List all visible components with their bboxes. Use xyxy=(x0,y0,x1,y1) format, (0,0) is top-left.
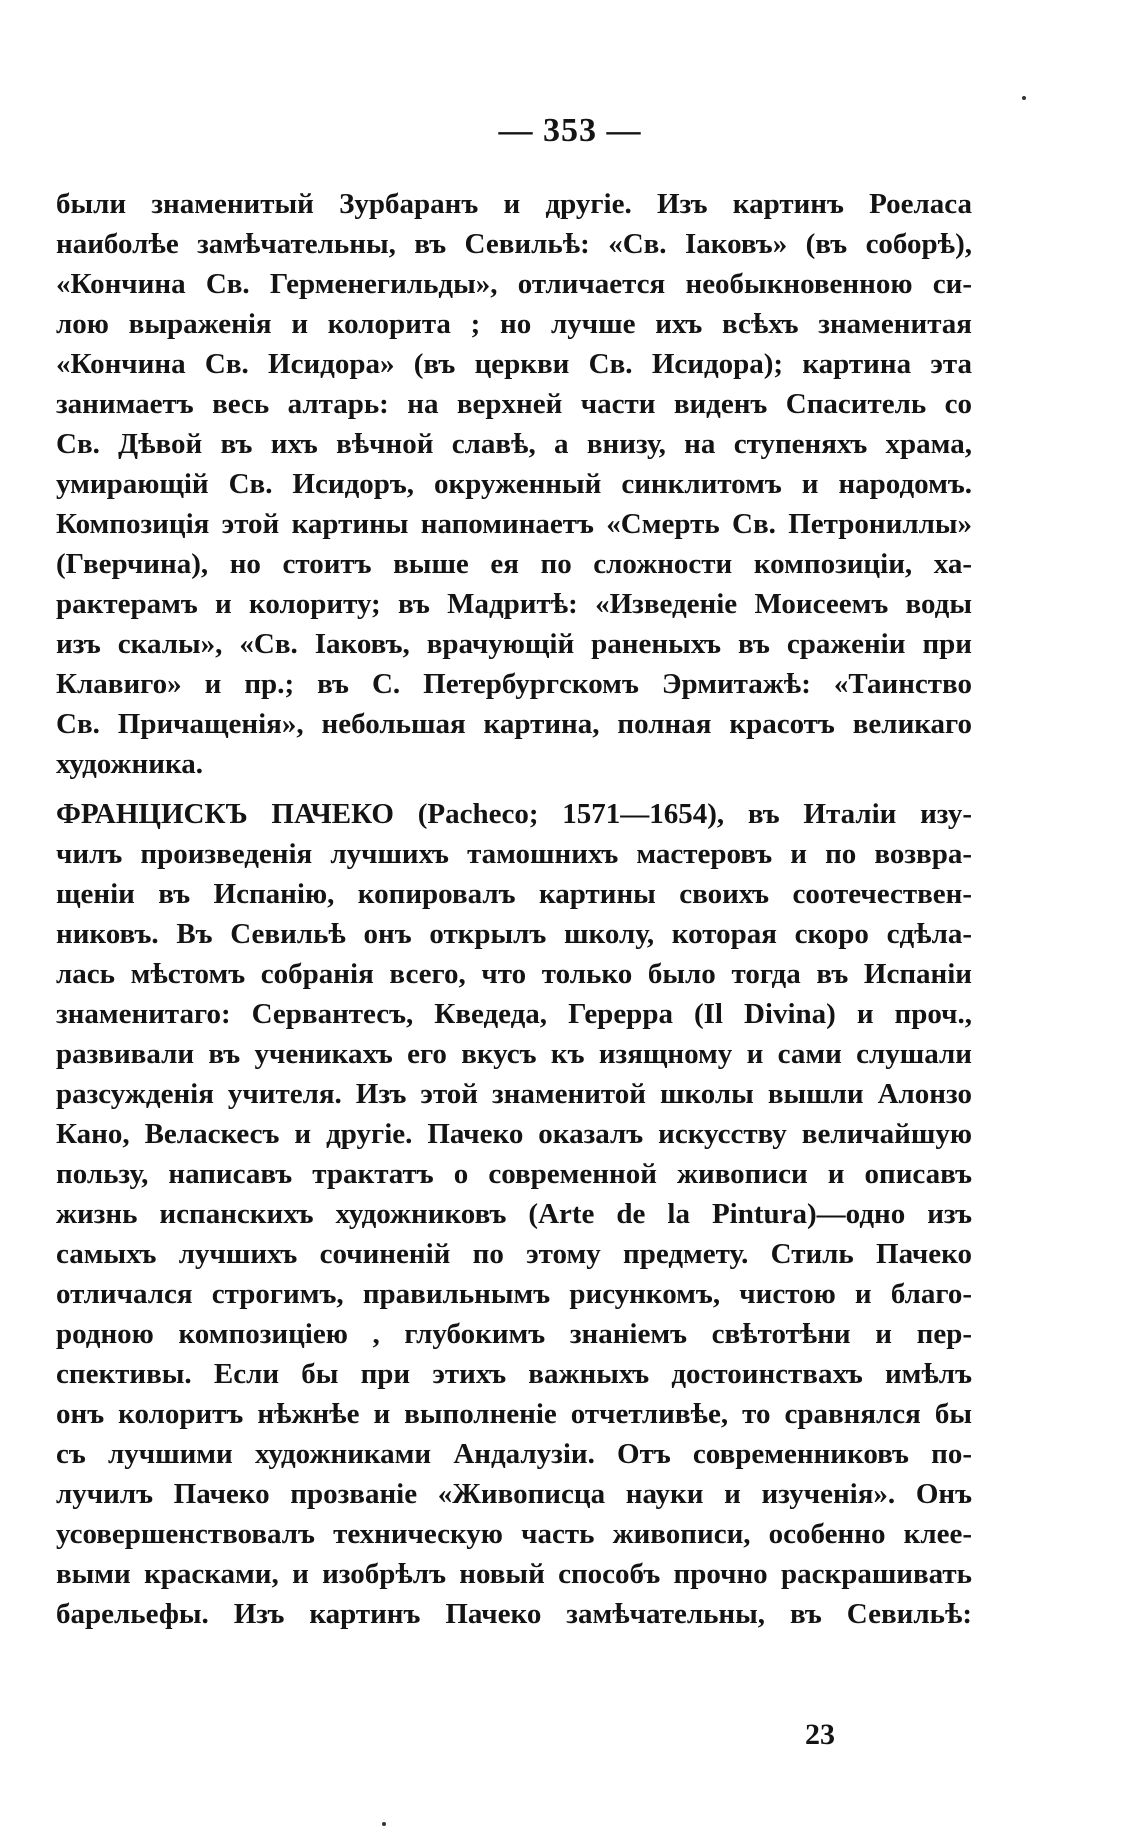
text-line: Св. Дѣвой въ ихъ вѣчной славѣ, а внизу, на ступеняхъ храма, xyxy=(56,428,972,460)
paragraph-gap xyxy=(56,784,972,794)
text-line: Композиція этой картины напоминаетъ «Смерть Св. Петрониллы» xyxy=(56,508,972,540)
text-line: знаменитаго: Сервантесъ, Кведеда, Герерра (Il Divina) и проч., xyxy=(56,998,972,1030)
text-line: выми красками, и изобрѣлъ новый способъ прочно раскрашивать xyxy=(56,1558,972,1590)
text-line: родною композиціею , глубокимъ знаніемъ свѣтотѣни и пер- xyxy=(56,1318,972,1350)
text-line: барельефы. Изъ картинъ Пачеко замѣчательны, въ Севильѣ: xyxy=(56,1598,972,1630)
text-line: разсужденія учителя. Изъ этой знаменитой школы вышли Алонзо xyxy=(56,1078,972,1110)
text-line: съ лучшими художниками Андалузіи. Отъ современниковъ по- xyxy=(56,1438,972,1470)
print-speck xyxy=(382,1822,386,1826)
text-line: лою выраженія и колорита ; но лучше ихъ всѣхъ знаменитая xyxy=(56,308,972,340)
text-line: щеніи въ Испанію, копировалъ картины своихъ соотечествен- xyxy=(56,878,972,910)
paragraph-pacheco xyxy=(56,794,972,1634)
text-line: «Кончина Св. Исидора» (въ церкви Св. Исидора); картина эта xyxy=(56,348,972,380)
text-line: изъ скалы», «Св. Іаковъ, врачующій раненыхъ въ сраженіи при xyxy=(56,628,972,660)
paragraph-roelas xyxy=(56,184,972,784)
text-line: онъ колоритъ нѣжнѣе и выполненіе отчетливѣе, то сравнялся бы xyxy=(56,1398,972,1430)
signature-mark: 23 xyxy=(805,1718,835,1751)
text-line: Кано, Веласкесъ и другіе. Пачеко оказалъ искусству величайшую xyxy=(56,1118,972,1150)
text-line: лась мѣстомъ собранія всего, что только было тогда въ Испаніи xyxy=(56,958,972,990)
text-line: художника. xyxy=(56,748,203,780)
text-line: спективы. Если бы при этихъ важныхъ достоинствахъ имѣлъ xyxy=(56,1358,972,1390)
page-number: — 353 — xyxy=(498,112,642,149)
print-speck xyxy=(1022,96,1026,100)
text-line: развивали въ ученикахъ его вкусъ къ изящному и сами слушали xyxy=(56,1038,972,1070)
text-line: ФРАНЦИСКЪ ПАЧЕКО (Pacheco; 1571—1654), въ Италіи изу- xyxy=(56,798,972,830)
text-line: чилъ произведенія лучшихъ тамошнихъ мастеровъ и по возвра- xyxy=(56,838,972,870)
text-line: усовершенствовалъ техническую часть живописи, особенно клее- xyxy=(56,1518,972,1550)
text-line: наиболѣе замѣчательны, въ Севильѣ: «Св. Іаковъ» (въ соборѣ), xyxy=(56,228,972,260)
text-line: лучилъ Пачеко прозваніе «Живописца науки и изученія». Онъ xyxy=(56,1478,972,1510)
text-line: самыхъ лучшихъ сочиненій по этому предмету. Стиль Пачеко xyxy=(56,1238,972,1270)
text-line: отличался строгимъ, правильнымъ рисункомъ, чистою и благо- xyxy=(56,1278,972,1310)
text-line: занимаетъ весь алтарь: на верхней части виденъ Спаситель со xyxy=(56,388,972,420)
text-line: Клавиго» и пр.; въ С. Петербургскомъ Эрмитажѣ: «Таинство xyxy=(56,668,972,700)
text-line: пользу, написавъ трактатъ о современной живописи и описавъ xyxy=(56,1158,972,1190)
text-line: Св. Причащенія», небольшая картина, полная красотъ великаго xyxy=(56,708,972,740)
text-line: были знаменитый Зурбаранъ и другіе. Изъ картинъ Роеласа xyxy=(56,188,972,220)
text-line: умирающій Св. Исидоръ, окруженный синклитомъ и народомъ. xyxy=(56,468,972,500)
text-line: никовъ. Въ Севильѣ онъ открылъ школу, которая скоро сдѣла- xyxy=(56,918,972,950)
text-line: «Кончина Св. Герменегильды», отличается необыкновенною си- xyxy=(56,268,972,300)
body-text xyxy=(56,184,972,1634)
text-line: (Гверчина), но стоитъ выше ея по сложности композиціи, ха- xyxy=(56,548,972,580)
text-line: жизнь испанскихъ художниковъ (Arte de la Pintura)—одно изъ xyxy=(56,1198,972,1230)
text-line: рактерамъ и колориту; въ Мадритѣ: «Изведеніе Моисеемъ воды xyxy=(56,588,972,620)
